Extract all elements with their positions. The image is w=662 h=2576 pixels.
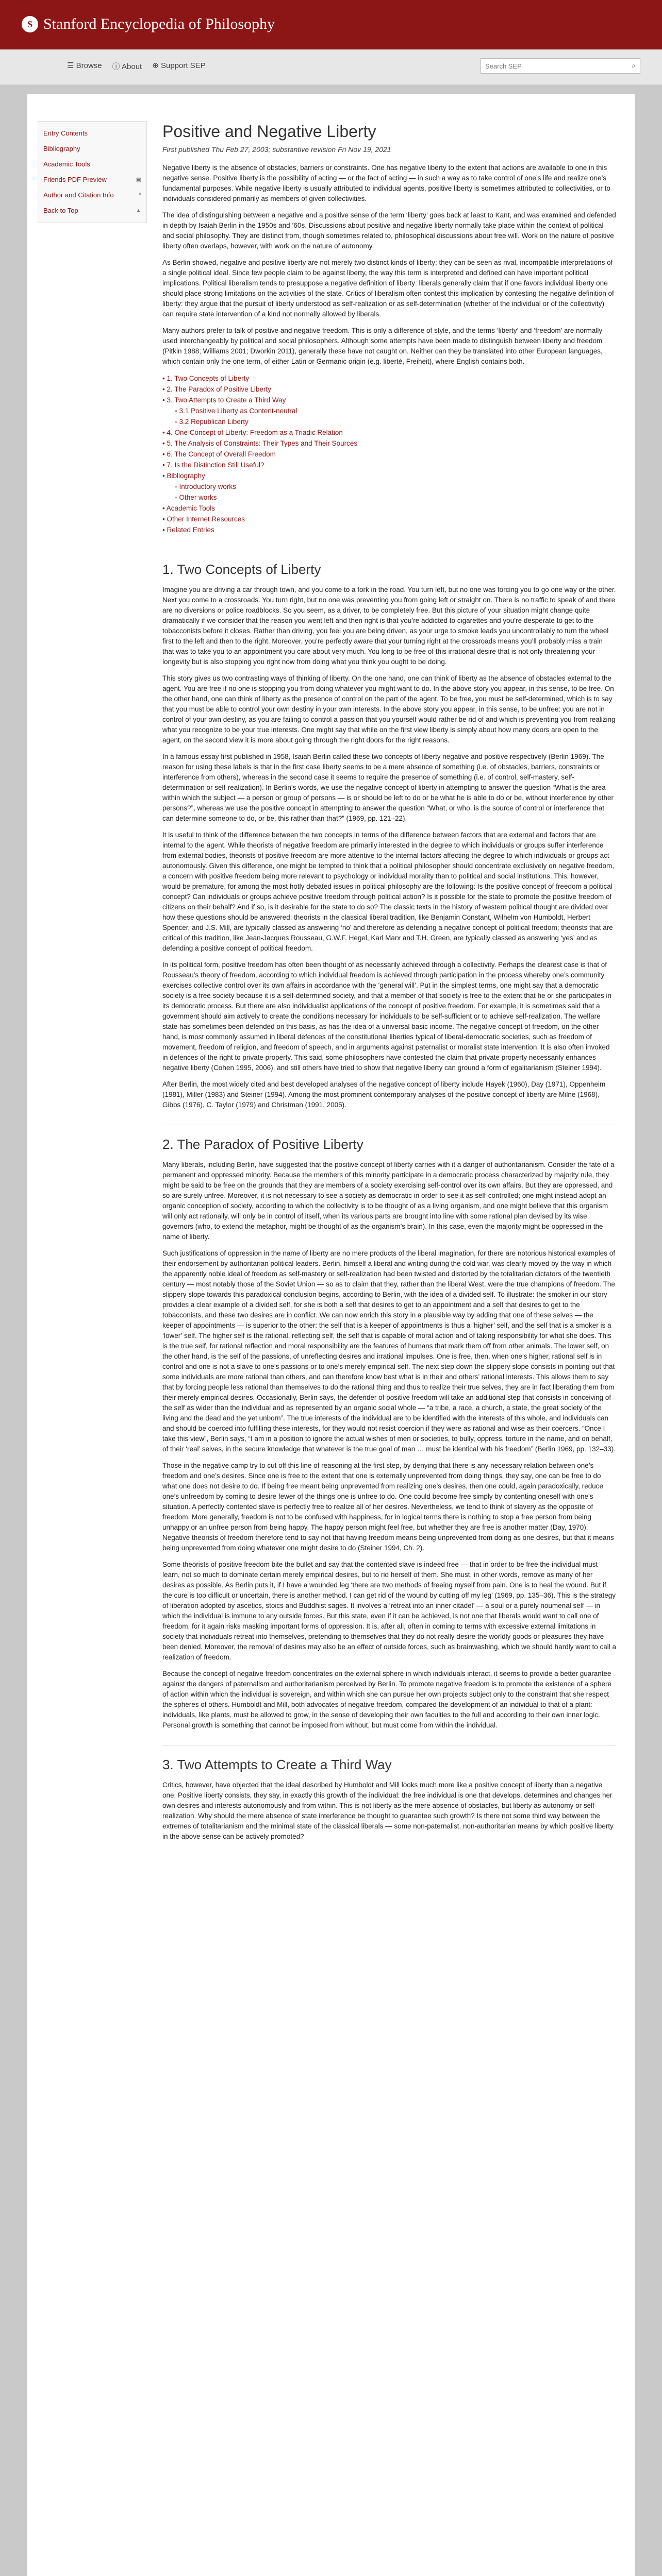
site-header (0, 0, 662, 49)
section-paragraph: Those in the negative camp try to cut off this line of reasoning at the first step, by denying that there is any necessary relation between one’s freedom and one’s desires. Since one is free to the extent that one is externally unprevented from doing things, they say, one can be free to do what one does not desire to do. If being free meant being unprevented from realizing one’s desires, then one could, again paradoxically, reduce one’s unfreedom by coming to desire fewer of the things one is unfree to do. One could become free simply by contenting oneself with one’s situation. A perfectly contented slave is perfectly free to realize all of her desires. Nevertheless, we tend to think of slavery as the opposite of freedom. More generally, freedom is not to be confused with happiness, for in logical terms there is nothing to stop a free person from being unhappy or an unfree person from being happy. The happy person might feel free, but whether they are free is another matter (Day, 1970). Negative theorists of freedom therefore tend to say not that having freedom means being unprevented from doing as one desires, but that it means being unprevented from doing whatever one might desire to do (Steiner 1994, Ch. 2). (162, 1462, 614, 1552)
section-paragraph: Imagine you are driving a car through town, and you come to a fork in the road. You turn left, but no one was forcing you to go one way or the other. Next you come to a crossroads. You turn right, but no one was preventing you from going left or straight on. There is no traffic to speak of and there are no diversions or police roadblocks. So you seem, as a driver, to be completely free. But this picture of your situation might change quite dramatically if we consider that the reason you went left and then right is that you’re addicted to cigarettes and you’re desperate to get to the tobacconists before it closes. Rather than driving, you feel you are being driven, as your urge to smoke leads you uncontrollably to turn the wheel first to the left and then to the right. Moreover, you’re perfectly aware that your turning right at the crossroads means you’ll probably miss a train that was to take you to an appointment you care about very much. You long to be free of this irrational desire that is not only threatening your longevity but is also stopping you right now from doing what you think you ought to be doing. (162, 586, 616, 666)
article-tools-box (38, 121, 147, 223)
toc-link[interactable]: • Academic Tools (162, 504, 216, 512)
section-paragraph: Because the concept of negative freedom concentrates on the external sphere in which individuals interact, it seems to provide a better guarantee against the dangers of paternalism and authoritarianism perceived by Berlin. To promote negative freedom is to promote the existence of a sphere of action within which the individual is sovereign, and within which she can pursue her own projects subject only to the constraint that she respect the spheres of others. Humboldt and Mill, both advocates of negative freedom, compared the development of an individual to that of a plant: individuals, like plants, must be allowed to grow, in the sense of developing their own faculties to the full and according to their own inner logic. Personal growth is something that cannot be imposed from without, but must come from within the individual. (162, 1670, 611, 1729)
top-navbar (0, 49, 662, 85)
up-arrow-icon: ▲ (136, 208, 141, 214)
nav-browse[interactable]: ☰ Browse (67, 61, 102, 70)
info-icon: ⓘ (112, 62, 120, 71)
toc-link[interactable]: ◦ Introductory works (175, 483, 236, 490)
toc-link[interactable]: ◦ 3.2 Republican Liberty (175, 418, 249, 426)
site-logo[interactable] (22, 15, 275, 33)
toc-link[interactable]: • 6. The Concept of Overall Freedom (162, 450, 276, 458)
sidebar-item-pdf-preview[interactable]: Friends PDF Preview ▣ (43, 172, 141, 188)
toc-link[interactable]: • 7. Is the Distinction Still Useful? (162, 461, 264, 469)
section-paragraph: Such justifications of oppression in the name of liberty are no mere products of the liberal imagination, for there are notorious historical examples of their endorsement by authoritarian political leaders. Berlin, himself a liberal and writing during the cold war, was clearly moved by the way in which the apparently noble ideal of freedom as self-mastery or self-realization had been twisted and distorted by the totalitarian dictators of the twentieth century — most notably those of the Soviet Union — so as to claim that they, rather than the liberal West, were the true champions of freedom. The slippery slope towards this paradoxical conclusion begins, according to Berlin, with the idea of a divided self. To illustrate: the smoker in our story provides a clear example of a divided self, for she is both a self that desires to get to an appointment and a self that desires to get to the tobacconists, and these two desires are in conflict. We can now enrich this story in a plausible way by adding that one of these selves — the keeper of appointments — is superior to the other: the self that is a keeper of appointments is thus a ‘higher’ self, and the self that is a smoker is a ‘lower’ self. The higher self is the rational, reflecting self, the self that is capable of moral action and of taking responsibility for what she does. This is the true self, for rational reflection and moral responsibility are the features of humans that mark them off from other animals. The lower self, on the other hand, is the self of the passions, of unreflecting desires and irrational impulses. One is free, then, when one’s higher, rational self is in control and one is not a slave to one’s passions or to one’s merely empirical self. The next step down the slippery slope consists in pointing out that some individuals are more rational than others, and can therefore know best what is in their and others’ rational interests. This allows them to say that by forcing people less rational than themselves to do the rational thing and thus to realize their true selves, they are in fact liberating them from their merely empirical desires. Occasionally, Berlin says, the defender of positive freedom will take an additional step that consists in conceiving of the self as wider than the individual and as represented by an organic social whole — “a tribe, a race, a church, a state, the great society of the living and the dead and the yet unborn”. The true interests of the individual are to be identified with the interests of this whole, and individuals can and should be coerced into fulfilling these interests, for they would not resist coercion if they were as rational and wise as their coercers. “Once I take this view”, Berlin says, “I am in a position to ignore the actual wishes of men or societies, to bully, oppress, torture in the name, and on behalf, of their ‘real’ selves, in the secure knowledge that whatever is the true goal of man … must be identical with his freedom” (Berlin 1969, pp. 132–33). (162, 1249, 616, 1453)
search-input[interactable] (481, 59, 615, 73)
support-icon: ⊕ (152, 61, 159, 70)
section-heading: 3. Two Attempts to Create a Third Way (162, 1745, 616, 1773)
article-container (27, 94, 635, 2576)
toc-link[interactable]: ◦ Other works (175, 494, 217, 501)
section-paragraph: In its political form, positive freedom has often been thought of as necessarily achieved through a collectivity. Perhaps the clearest case is that of Rousseau’s theory of freedom, according to which individual freedom is achieved through participation in the process whereby one’s community exercises collective control over its own affairs in accordance with the ‘general will’. Put in the simplest terms, one might say that a democratic society is a free society because it is a self-determined society, and that a member of that society is free to the extent that he or she participates in its democratic process. But there are also individualist applications of the concept of positive freedom. For example, it is sometimes said that a government should aim actively to create the conditions necessary for individuals to be self-sufficient or to achieve self-realization. The welfare state has sometimes been defended on this basis, as has the idea of a universal basic income. The negative concept of freedom, on the other hand, is most commonly assumed in liberal defences of the constitutional liberties typical of liberal-democratic societies, such as freedom of movement, freedom of religion, and freedom of speech, and in arguments against paternalist or moralist state intervention. It is also often invoked in defences of the right to private property. This said, some philosophers have contested the claim that private property necessarily enhances negative liberty (Cohen 1995, 2006), and still others have tried to show that negative liberty can ground a form of egalitarianism (Steiner 1994). (162, 961, 611, 1072)
stanford-seal-icon: S (22, 16, 38, 32)
article-main (162, 94, 616, 1848)
toc-link[interactable]: • Other Internet Resources (162, 515, 245, 523)
intro-paragraph: As Berlin showed, negative and positive liberty are not merely two distinct kinds of liberty; they can be seen as rival, incompatible interpretations of a single political ideal. Since few people claim to be against liberty, the way this term is interpreted and defined can have important political implications. Political liberalism tends to presuppose a negative definition of liberty: liberals generally claim that if one favors individual liberty one should place strong limitations on the activities of the state. Critics of liberalism often contest this implication by contesting the negative definition of liberty: they argue that the pursuit of liberty understood as self-realization or as self-determination (whether of the individual or of the collectivity) can require state intervention of a kind not normally allowed by liberals. (162, 259, 614, 318)
section-paragraph: It is useful to think of the difference between the two concepts in terms of the difference between factors that are external and factors that are internal to the agent. While theorists of negative freedom are primarily interested in the degree to which individuals or groups suffer interference from external bodies, theorists of positive freedom are more attentive to the internal factors affecting the degree to which individuals or groups act autonomously. Given this difference, one might be tempted to think that a political philosopher should concentrate exclusively on negative freedom, a concern with positive freedom being more relevant to psychology or individual morality than to political and social institutions. This, however, would be premature, for among the most hotly debated issues in political philosophy are the following: Is the positive concept of freedom a political concept? Can individuals or groups achieve positive freedom through political action? Is it possible for the state to promote the positive freedom of citizens on their behalf? And if so, is it desirable for the state to do so? The classic texts in the history of western political thought are divided over how these questions should be answered: theorists in the classical liberal tradition, like Benjamin Constant, Wilhelm von Humboldt, Herbert Spencer, and J.S. Mill, are typically classed as answering ‘no’ and therefore as defending a negative concept of political freedom; theorists that are critical of this tradition, like Jean-Jacques Rousseau, G.W.F. Hegel, Karl Marx and T.H. Green, are typically classed as answering ‘yes’ and as defending a positive concept of political freedom. (162, 831, 615, 952)
section-paragraph: Many liberals, including Berlin, have suggested that the positive concept of liberty carries with it a danger of authoritarianism. Consider the fate of a permanent and oppressed minority. Because the members of this minority participate in a democratic process characterized by majority rule, they might be said to be free on the grounds that they are members of a society exercising self-control over its own affairs. But they are oppressed, and so are surely unfree. Moreover, it is not necessary to see a society as democratic in order to see it as self-controlled; one might instead adopt an organic conception of society, according to which the collectivity is to be thought of as a living organism, and one might believe that this organism will only act rationally, will only be in control of itself, when its various parts are brought into line with some rational plan devised by its wise governors (who, to extend the metaphor, might be thought of as the organism’s brain). In this case, even the majority might be oppressed in the name of liberty. (162, 1161, 615, 1241)
intro-paragraph: Many authors prefer to talk of positive and negative freedom. This is only a difference of style, and the terms ‘liberty’ and ‘freedom’ are normally used interchangeably by political and social philosophers. Although some attempts have been made to distinguish between liberty and freedom (Pitkin 1988; Williams 2001; Dworkin 2011), generally these have not caught on. Neither can they be translated into other European languages, which contain only the one term, of either Latin or Germanic origin (e.g. liberté, Freiheit), where English contains both. (162, 327, 603, 365)
section-paragraph: After Berlin, the most widely cited and best developed analyses of the negative concept of liberty include Hayek (1960), Day (1971), Oppenheim (1981), Miller (1983) and Steiner (1994). Among the most prominent contemporary analyses of the positive concept of liberty are Milne (1968), Gibbs (1976), C. Taylor (1979) and Christman (1991, 2005). (162, 1080, 606, 1109)
toc-link[interactable]: • Related Entries (162, 526, 214, 534)
table-of-contents (162, 373, 616, 535)
sidebar-item-back-to-top[interactable]: Back to Top ▲ (43, 203, 141, 218)
sidebar-item-entry-contents[interactable]: Entry Contents (43, 129, 88, 137)
search-box (481, 58, 640, 74)
pdf-icon: ▣ (136, 177, 141, 183)
toc-link[interactable]: • 2. The Paradox of Positive Liberty (162, 385, 271, 393)
sidebar-item-citation-info[interactable]: Author and Citation Info ❝ (43, 188, 141, 203)
toc-link[interactable]: • 3. Two Attempts to Create a Third Way (162, 396, 286, 404)
sidebar-item-bibliography[interactable]: Bibliography (43, 145, 80, 152)
section-heading: 2. The Paradox of Positive Liberty (162, 1125, 616, 1153)
toc-link[interactable]: • 5. The Analysis of Constraints: Their Types and Their Sources (162, 439, 358, 447)
section-paragraph: Some theorists of positive freedom bite the bullet and say that the contented slave is indeed free — that in order to be free the individual must learn, not so much to dominate certain merely empirical desires, but to rid herself of them. She must, in other words, remove as many of her desires as possible. As Berlin puts it, if I have a wounded leg ‘there are two methods of freeing myself from pain. One is to heal the wound. But if the cure is too difficult or uncertain, there is another method. I can get rid of the wound by cutting off my leg’ (1969, pp. 135–36). This is the strategy of liberation adopted by ascetics, stoics and Buddhist sages. It involves a ‘retreat into an inner citadel’ — a soul or a purely noumenal self — in which the individual is immune to any outside forces. But this state, even if it can be achieved, is not one that liberals would want to call one of freedom, for it again risks masking important forms of oppression. It is, after all, often in coming to terms with excessive external limitations in society that individuals retreat into themselves, pretending to themselves that they do not really desire the worldly goods or pleasures they have been denied. Moreover, the removal of desires may also be an effect of outside forces, such as brainwashing, which we should hardly want to call a realization of freedom. (162, 1561, 616, 1661)
article-title: Positive and Negative Liberty (162, 122, 376, 141)
nav-about[interactable]: ⓘ About (112, 62, 142, 71)
section-paragraph: In a famous essay first published in 1958, Isaiah Berlin called these two concepts of liberty negative and positive respectively (Berlin 1969). The reason for using these labels is that in the first case liberty seems to be a mere absence of something (i.e. of obstacles, barriers, constraints or interference from others), whereas in the second case it seems to require the presence of something (i.e. of control, self-mastery, self-determination or self-realization). In Berlin’s words, we use the negative concept of liberty in attempting to answer the question “What is the area within which the subject — a person or group of persons — is or should be left to do or be what he is able to do or be, without interference by other persons?”, whereas we use the positive concept in attempting to answer the question “What, or who, is the source of control or interference that can determine someone to do, or be, this rather than that?” (1969, pp. 121–22). (162, 753, 614, 822)
sidebar (27, 94, 147, 223)
quote-icon: ❝ (138, 192, 141, 198)
section-paragraph: This story gives us two contrasting ways of thinking of liberty. On the one hand, one can think of liberty as the absence of obstacles external to the agent. You are free if no one is stopping you from doing whatever you might want to do. In the above story you appear, in this sense, to be free. On the other hand, one can think of liberty as the presence of control on the part of the agent. To be free, you must be self-determined, which is to say that you must be able to control your own destiny in your own interests. In the above story you appear, in this sense, to be unfree: you are not in control of your own destiny, as you are failing to control a passion that you yourself would rather be rid of and which is preventing you from realizing what you recognize to be your true interests. One might say that while on the first view liberty is simply about how many doors are open to the agent, on the second view it is more about going through the right doors for the right reasons. (162, 674, 616, 744)
site-title[interactable]: Stanford Encyclopedia of Philosophy (43, 15, 275, 32)
toc-link[interactable]: • 4. One Concept of Liberty: Freedom as a Triadic Relation (162, 429, 343, 436)
publication-info: First published Thu Feb 27, 2003; substantive revision Fri Nov 19, 2021 (162, 145, 391, 154)
section-paragraph: Critics, however, have objected that the ideal described by Humboldt and Mill looks much more like a positive concept of liberty than a negative one. Positive liberty consists, they say, in exactly this growth of the individual: the free individual is one that develops, determines and changes her own desires and interests autonomously and from within. This is not liberty as the mere absence of obstacles, but liberty as autonomy or self-realization. Why should the mere absence of state interference be thought to guarantee such growth? Is there not some third way between the extremes of totalitarianism and the minimal state of the classical liberals — some non-paternalist, non-authoritarian means by which positive liberty in the above sense can be actively promoted? (162, 1781, 614, 1840)
toc-link[interactable]: • Bibliography (162, 472, 205, 480)
section-heading: 1. Two Concepts of Liberty (162, 550, 616, 578)
list-icon: ☰ (67, 61, 74, 70)
intro-paragraph: Negative liberty is the absence of obstacles, barriers or constraints. One has negative liberty to the extent that actions are available to one in this negative sense. Positive liberty is the possibility of acting — or the fact of acting — in such a way as to take control of one’s life and realize one’s fundamental purposes. While negative liberty is usually attributed to individual agents, positive liberty is sometimes attributed to collectivities, or to individuals considered primarily as members of given collectivities. (162, 164, 610, 202)
search-icon[interactable]: ⌕ (632, 61, 636, 70)
toc-link[interactable]: ◦ 3.1 Positive Liberty as Content-neutral (175, 407, 297, 415)
sidebar-item-academic-tools[interactable]: Academic Tools (43, 160, 90, 168)
toc-link[interactable]: • 1. Two Concepts of Liberty (162, 375, 250, 382)
nav-support[interactable]: ⊕ Support SEP (152, 61, 206, 70)
intro-paragraph: The idea of distinguishing between a negative and a positive sense of the term ‘liberty’ goes back at least to Kant, and was examined and defended in depth by Isaiah Berlin in the 1950s and ’60s. Discussions about positive and negative liberty normally take place within the context of political and social philosophy. They are distinct from, though sometimes related to, philosophical discussions about free will. Work on the nature of positive liberty often overlaps, however, with work on the nature of autonomy. (162, 211, 616, 250)
